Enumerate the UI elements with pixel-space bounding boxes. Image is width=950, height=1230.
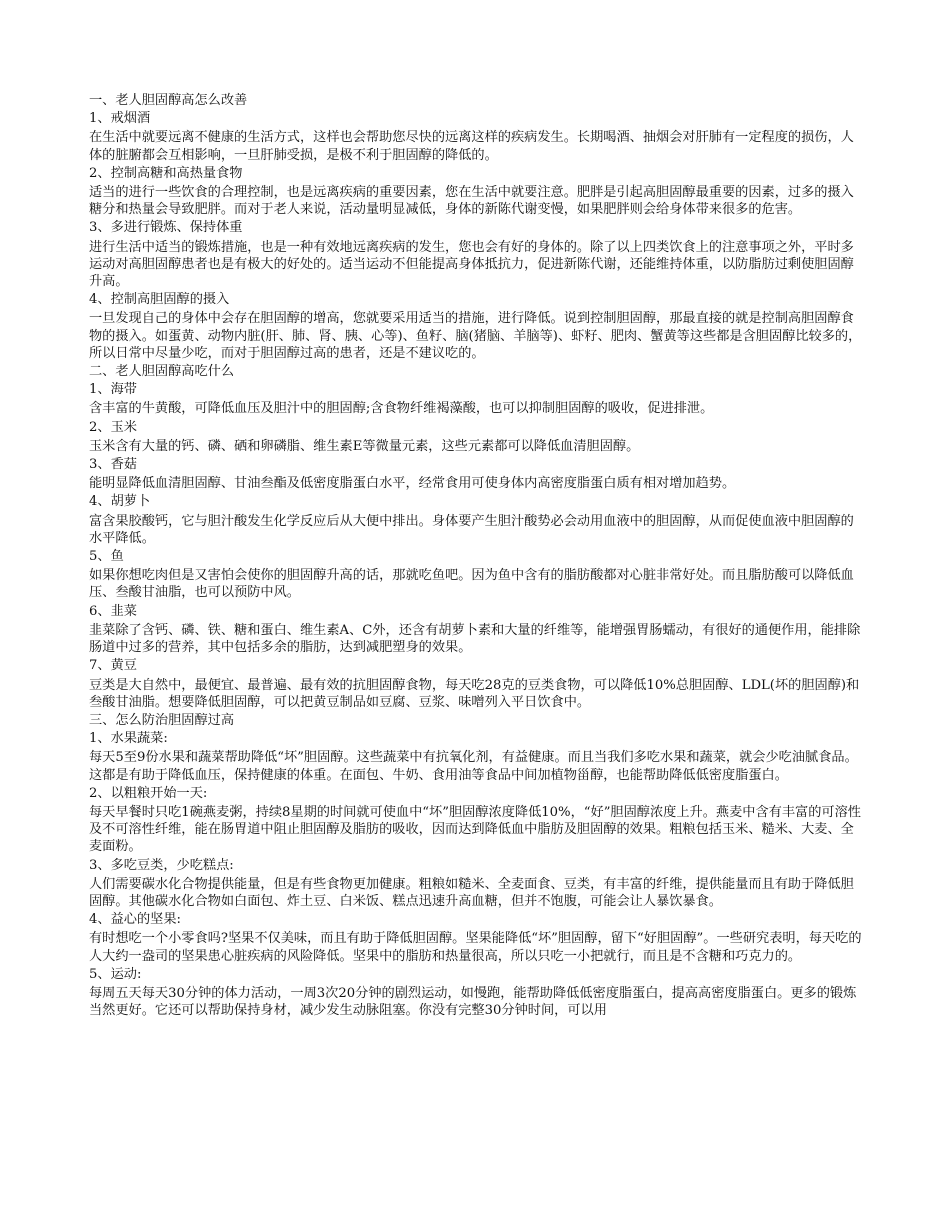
document-body bbox=[89, 91, 864, 1019]
section-heading: 3、多进行锻炼、保持体重 bbox=[89, 220, 243, 236]
body-paragraph: 人们需要碳水化合物提供能量，但是有些食物更加健康。粗粮如糙米、全麦面食、豆类，有丰富的纤维，提供能量而且有助于降低胆固醇。其他碳水化合物如白面包、炸土豆、白米饭、糕点迅速升高血糖，但并不饱腹，可能会让人暴饮暴食。 bbox=[89, 876, 854, 909]
section-heading: 二、老人胆固醇高吃什么 bbox=[89, 364, 235, 380]
section-heading: 4、胡萝卜 bbox=[89, 494, 151, 510]
body-paragraph: 适当的进行一些饮食的合理控制，也是远离疾病的重要因素，您在生活中就要注意。肥胖是引起高胆固醇最重要的因素，过多的摄入糖分和热量会导致肥胖。而对于老人来说，活动量明显减低，身体的新陈代谢变慢，如果肥胖则会给身体带来很多的危害。 bbox=[89, 185, 854, 218]
section-heading: 3、多吃豆类，少吃糕点: bbox=[89, 857, 234, 873]
body-paragraph: 每周五天每天30分钟的体力活动，一周3次20分钟的剧烈运动，如慢跑，能帮助降低低密度脂蛋白，提高高密度脂蛋白。更多的锻炼当然更好。它还可以帮助保持身材，减少发生动脉阻塞。你没有完整30分钟时间，可以用 bbox=[89, 985, 857, 1019]
section-heading: 2、控制高糖和高热量食物 bbox=[89, 165, 243, 181]
section-heading: 7、黄豆 bbox=[89, 658, 137, 674]
section-heading: 1、水果蔬菜: bbox=[89, 731, 168, 747]
body-paragraph: 进行生活中适当的锻炼措施，也是一种有效地远离疾病的发生，您也会有好的身体的。除了以上四类饮食上的注意事项之外，平时多运动对高胆固醇患者也是有极大的好处的。适当运动不但能提高身体抵抗力，促进新陈代谢，还能维持体重，以防脂肪过剩使胆固醇升高。 bbox=[89, 239, 854, 290]
body-paragraph: 富含果胶酸钙，它与胆汁酸发生化学反应后从大便中排出。身体要产生胆汁酸势必会动用血液中的胆固醇，从而促使血液中胆固醇的水平降低。 bbox=[89, 513, 854, 546]
section-heading: 6、韭菜 bbox=[89, 603, 137, 619]
body-paragraph: 每天5至9份水果和蔬菜帮助降低“坏”胆固醇。这些蔬菜中有抗氧化剂，有益健康。而且当我们多吃水果和蔬菜，就会少吃油腻食品。这都是有助于降低血压，保持健康的体重。在面包、牛奶、食用油等食品中间加植物甾醇，也能帮助降低低密度脂蛋白。 bbox=[89, 750, 858, 783]
section-heading: 2、玉米 bbox=[89, 419, 137, 435]
section-heading: 4、控制高胆固醇的摄入 bbox=[89, 292, 230, 308]
section-heading: 5、鱼 bbox=[89, 549, 124, 565]
body-paragraph: 豆类是大自然中，最便宜、最普遍、最有效的抗胆固醇食物，每天吃28克的豆类食物，可以降低10%总胆固醇、LDL(坏的胆固醇)和叁酸甘油脂。想要降低胆固醇，可以把黄豆制品如豆腐、豆浆、味噌列入平日饮食中。 bbox=[89, 677, 860, 710]
body-paragraph: 玉米含有大量的钙、磷、硒和卵磷脂、维生素E等微量元素，这些元素都可以降低血清胆固醇。 bbox=[89, 438, 640, 454]
body-paragraph: 有时想吃一个小零食吗?坚果不仅美味，而且有助于降低胆固醇。坚果能降低“坏”胆固醇，留下“好胆固醇”。一些研究表明，每天吃的人大约一盎司的坚果患心脏疾病的风险降低。坚果中的脂肪和热量很高，所以只吃一小把就行，而且是不含糖和巧克力的。 bbox=[89, 931, 862, 964]
body-paragraph: 在生活中就要远离不健康的生活方式，这样也会帮助您尽快的远离这样的疾病发生。长期喝酒、抽烟会对肝肺有一定程度的损伤，人体的脏腑都会互相影响，一旦肝肺受损，是极不利于胆固醇的降低的。 bbox=[89, 130, 854, 163]
section-heading: 三、怎么防治胆固醇过高 bbox=[89, 712, 235, 728]
body-paragraph: 每天早餐时只吃1碗燕麦粥，持续8星期的时间就可使血中“坏”胆固醇浓度降低10%，“好”胆固醇浓度上升。燕麦中含有丰富的可溶性及不可溶性纤维，能在肠胃道中阻止胆固醇及脂肪的吸收，因而达到降低血中脂肪及胆固醇的效果。粗粮包括玉米、糙米、大麦、全麦面粉。 bbox=[89, 804, 861, 855]
body-paragraph: 如果你想吃肉但是又害怕会使你的胆固醇升高的话，那就吃鱼吧。因为鱼中含有的脂肪酸都对心脏非常好处。而且脂肪酸可以降低血压、叁酸甘油脂，也可以预防中风。 bbox=[89, 568, 854, 601]
body-paragraph: 韭菜除了含钙、磷、铁、糖和蛋白、维生素A、C外，还含有胡萝卜素和大量的纤维等，能增强胃肠蠕动，有很好的通便作用，能排除肠道中过多的营养，其中包括多余的脂肪，达到减肥塑身的效果。 bbox=[89, 622, 861, 656]
body-paragraph: 含丰富的牛黄酸，可降低血压及胆汁中的胆固醇;含食物纤维褐藻酸，也可以抑制胆固醇的吸收，促进排泄。 bbox=[89, 401, 714, 417]
section-heading: 1、海带 bbox=[89, 382, 137, 398]
section-heading: 2、以粗粮开始一天: bbox=[89, 785, 208, 801]
section-heading: 3、香菇 bbox=[89, 457, 137, 473]
section-heading: 4、益心的坚果: bbox=[89, 912, 181, 928]
section-heading: 1、戒烟酒 bbox=[89, 111, 151, 127]
section-heading: 5、运动: bbox=[89, 966, 142, 982]
body-paragraph: 一旦发现自己的身体中会存在胆固醇的增高，您就要采用适当的措施，进行降低。说到控制胆固醇，那最直接的就是控制高胆固醇食物的摄入。如蛋黄、动物内脏(肝、肺、肾、胰、心等)、鱼籽、脑(猪脑、羊脑等)、虾籽、肥肉、蟹黄等这些都是含胆固醇比较多的，所以日常中尽量少吃，而对于胆固醇过高的患者，还是不建议吃的。 bbox=[89, 311, 862, 361]
body-paragraph: 能明显降低血清胆固醇、甘油叁酯及低密度脂蛋白水平，经常食用可使身体内高密度脂蛋白质有相对增加趋势。 bbox=[89, 476, 736, 492]
section-heading: 一、老人胆固醇高怎么改善 bbox=[89, 93, 248, 108]
